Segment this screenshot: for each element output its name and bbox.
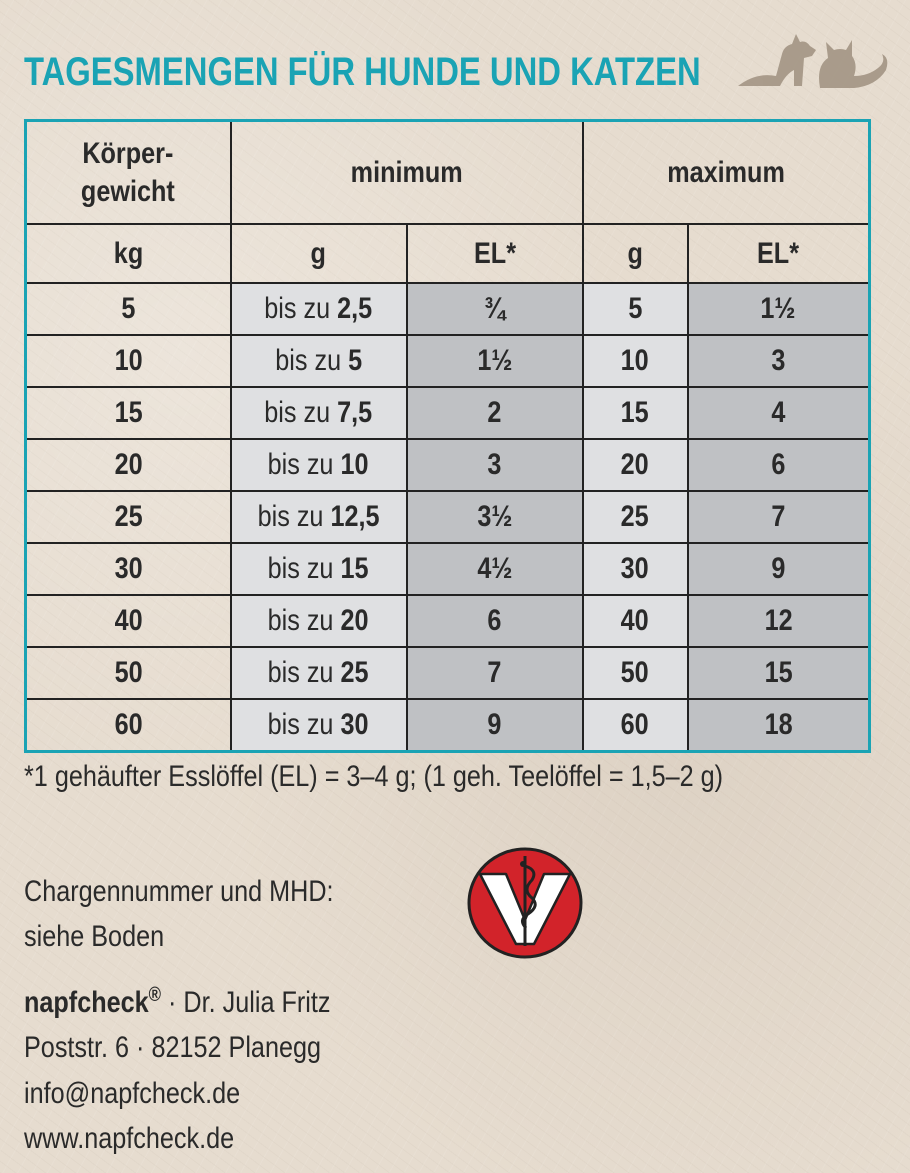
unit-kg: kg	[26, 224, 231, 283]
cell-weight: 10	[26, 335, 231, 387]
table-row	[26, 647, 870, 699]
cell-min-el: 3	[407, 439, 583, 491]
header-minimum: minimum	[231, 121, 583, 225]
cell-max-el: 1½	[688, 283, 870, 335]
table-row	[26, 491, 870, 543]
brand-line	[24, 980, 330, 1026]
cell-max-g: 60	[583, 699, 688, 752]
table-row	[26, 335, 870, 387]
cell-max-g: 50	[583, 647, 688, 699]
cell-min-g: bis zu 5	[231, 335, 407, 387]
batch-info-line2: siehe Boden	[24, 920, 165, 953]
brand-name: napfcheck	[24, 986, 149, 1019]
cell-weight: 20	[26, 439, 231, 491]
website-link[interactable]: www.napfcheck.de	[24, 1122, 235, 1155]
table-row	[26, 439, 870, 491]
cell-min-el: 6	[407, 595, 583, 647]
cell-max-el: 6	[688, 439, 870, 491]
unit-min-el: EL*	[407, 224, 583, 283]
address: Poststr. 6 · 82152 Planegg	[24, 1031, 322, 1064]
email-link[interactable]: info@napfcheck.de	[24, 1077, 241, 1110]
cell-max-g: 10	[583, 335, 688, 387]
cell-max-g: 5	[583, 283, 688, 335]
unit-min-g: g	[231, 224, 407, 283]
footnote: *1 gehäufter Esslöffel (EL) = 3–4 g; (1 geh. Teelöffel = 1,5–2 g)	[24, 760, 724, 793]
cell-min-g: bis zu 7,5	[231, 387, 407, 439]
cell-max-el: 3	[688, 335, 870, 387]
veterinary-v-logo	[466, 846, 584, 960]
cell-max-g: 40	[583, 595, 688, 647]
cell-weight: 15	[26, 387, 231, 439]
cell-max-g: 25	[583, 491, 688, 543]
cell-max-el: 7	[688, 491, 870, 543]
cell-min-g: bis zu 12,5	[231, 491, 407, 543]
header-maximum: maximum	[583, 121, 870, 225]
unit-max-el: EL*	[688, 224, 870, 283]
cell-min-el: 1½	[407, 335, 583, 387]
brand-owner: · Dr. Julia Fritz	[161, 986, 331, 1019]
unit-max-g: g	[583, 224, 688, 283]
page-title: TAGESMENGEN FÜR HUNDE UND KATZEN	[24, 50, 701, 94]
cell-weight: 60	[26, 699, 231, 752]
table-row	[26, 595, 870, 647]
cell-max-el: 12	[688, 595, 870, 647]
cell-min-g: bis zu 10	[231, 439, 407, 491]
cell-min-el: 7	[407, 647, 583, 699]
cell-weight: 50	[26, 647, 231, 699]
cell-max-g: 30	[583, 543, 688, 595]
cell-max-el: 9	[688, 543, 870, 595]
cell-min-el: ¾	[407, 283, 583, 335]
cell-weight: 40	[26, 595, 231, 647]
cell-min-el: 9	[407, 699, 583, 752]
dosage-table	[24, 119, 871, 753]
batch-info-line1: Chargennummer und MHD:	[24, 875, 334, 908]
cell-min-g: bis zu 30	[231, 699, 407, 752]
table-row	[26, 543, 870, 595]
cell-weight: 30	[26, 543, 231, 595]
cell-min-el: 4½	[407, 543, 583, 595]
cell-max-g: 15	[583, 387, 688, 439]
cell-min-g: bis zu 25	[231, 647, 407, 699]
cell-min-el: 3½	[407, 491, 583, 543]
header-body-weight: Körper- gewicht	[26, 121, 231, 225]
cell-min-el: 2	[407, 387, 583, 439]
table-row	[26, 283, 870, 335]
cell-max-el: 15	[688, 647, 870, 699]
table-row	[26, 699, 870, 752]
cell-weight: 25	[26, 491, 231, 543]
cell-max-el: 4	[688, 387, 870, 439]
cell-max-g: 20	[583, 439, 688, 491]
cell-min-g: bis zu 20	[231, 595, 407, 647]
cell-min-g: bis zu 15	[231, 543, 407, 595]
table-row	[26, 387, 870, 439]
dog-and-cat-icon	[736, 24, 890, 96]
cell-min-g: bis zu 2,5	[231, 283, 407, 335]
cell-weight: 5	[26, 283, 231, 335]
cell-max-el: 18	[688, 699, 870, 752]
registered-mark: ®	[148, 984, 162, 1006]
